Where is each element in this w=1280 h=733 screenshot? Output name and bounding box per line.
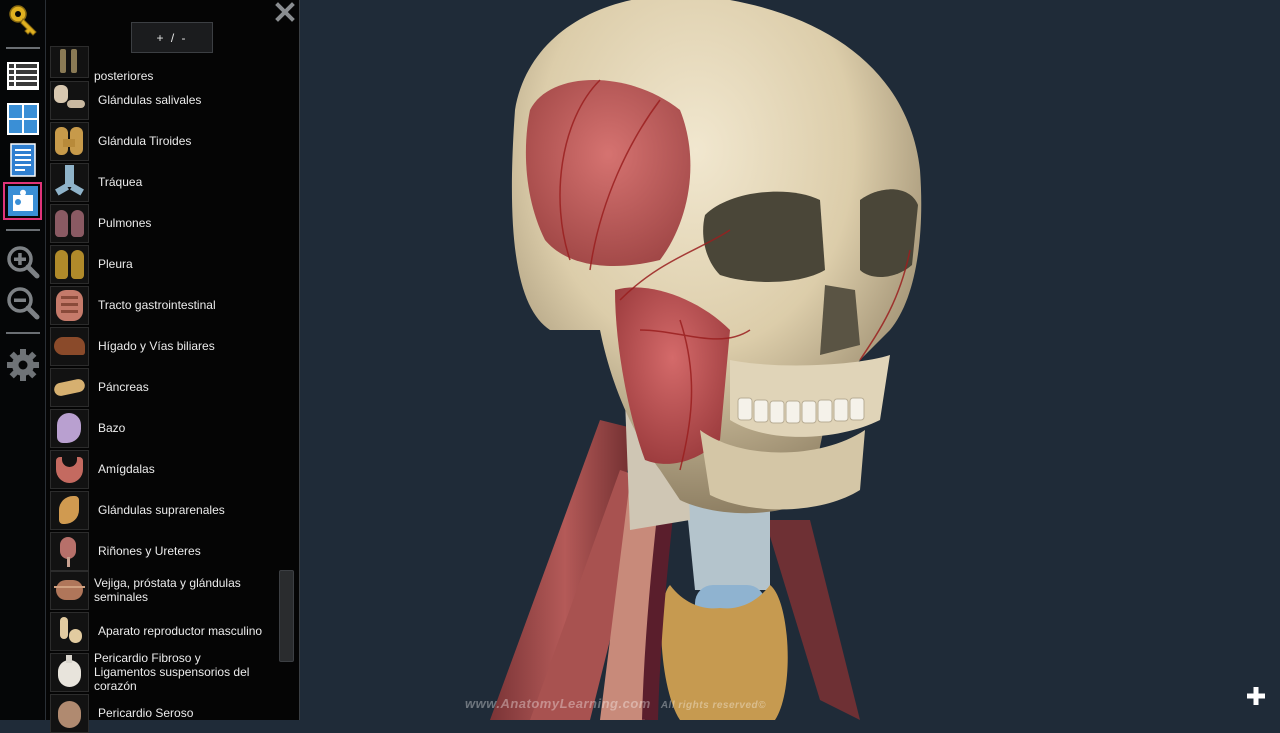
lungs-icon	[50, 204, 89, 243]
plus-icon	[1246, 686, 1266, 706]
serous-pericardium-icon	[50, 694, 89, 733]
grid-icon	[6, 102, 40, 136]
left-toolbar	[0, 0, 46, 720]
list-item[interactable]	[50, 244, 290, 284]
list-item-label: Aparato reproductor masculino	[98, 624, 263, 638]
intestine-icon	[50, 286, 89, 325]
list-item[interactable]	[50, 121, 290, 161]
skull-3d-model[interactable]	[300, 0, 1280, 720]
list-icon	[6, 59, 40, 93]
list-item-label: Tracto gastrointestinal	[98, 298, 216, 312]
zoom-out-button[interactable]	[5, 285, 41, 321]
puzzle-icon	[7, 185, 39, 217]
salivary-glands-icon	[50, 81, 89, 120]
toolbar-separator	[6, 47, 40, 49]
list-item-label: Bazo	[98, 421, 126, 435]
expand-collapse-toggle[interactable]	[131, 22, 213, 53]
list-item-label: Páncreas	[98, 380, 149, 394]
pericardium-icon	[50, 653, 89, 692]
pancreas-icon	[50, 368, 89, 407]
panel-scrollbar[interactable]	[279, 570, 294, 662]
expand-collapse-label: + / -	[156, 30, 188, 45]
kidney-icon	[50, 532, 89, 571]
tonsils-icon	[50, 450, 89, 489]
gear-icon	[6, 348, 40, 382]
list-item[interactable]	[50, 652, 290, 692]
list-item-label: Hígado y Vías biliares	[98, 339, 215, 353]
list-item-label: Glándula Tiroides	[98, 134, 192, 148]
trachea-icon	[50, 163, 89, 202]
key-icon	[6, 2, 40, 36]
puzzle-mode-button[interactable]	[3, 182, 42, 220]
close-icon	[275, 2, 295, 22]
list-item-label: posteriores	[94, 69, 154, 83]
document-view-button[interactable]	[5, 142, 41, 178]
list-item-label: Pulmones	[98, 216, 152, 230]
license-key-button[interactable]	[5, 1, 41, 37]
zoom-in-button[interactable]	[5, 244, 41, 280]
list-item[interactable]	[50, 490, 290, 530]
thyroid-icon	[50, 122, 89, 161]
settings-button[interactable]	[5, 347, 41, 383]
watermark-rights: All rights reserved©	[660, 700, 767, 711]
liver-icon	[50, 327, 89, 366]
lumbar-vertebrae-icon	[50, 46, 89, 78]
structures-list	[46, 0, 299, 720]
anatomy-3d-viewport[interactable]	[300, 0, 1280, 720]
list-item-label: Glándulas salivales	[98, 93, 202, 107]
spleen-icon	[50, 409, 89, 448]
list-item[interactable]	[50, 367, 290, 407]
list-item[interactable]	[50, 611, 290, 651]
toolbar-separator	[6, 332, 40, 334]
list-item[interactable]	[50, 693, 290, 733]
list-item-label: Glándulas suprarenales	[98, 503, 225, 517]
list-view-button[interactable]	[5, 58, 41, 94]
list-item-label: Tráquea	[98, 175, 143, 189]
list-item[interactable]	[50, 408, 290, 448]
list-item-label: Pericardio Fibroso y Ligamentos suspensorios del corazón	[94, 651, 250, 693]
watermark	[465, 696, 766, 711]
add-button[interactable]	[1245, 685, 1267, 707]
list-item[interactable]	[50, 531, 290, 571]
pleura-icon	[50, 245, 89, 284]
list-item-label: Vejiga, próstata y glándulas seminales	[94, 576, 241, 604]
structures-panel	[46, 0, 300, 720]
adrenal-icon	[50, 491, 89, 530]
list-item-label: Pericardio Seroso	[98, 706, 194, 720]
close-panel-button[interactable]	[275, 2, 295, 22]
zoom-in-icon	[6, 245, 40, 279]
list-item[interactable]	[50, 285, 290, 325]
list-item[interactable]	[50, 449, 290, 489]
list-item-label: Amígdalas	[98, 462, 155, 476]
list-item[interactable]	[50, 570, 290, 610]
grid-view-button[interactable]	[5, 101, 41, 137]
list-item[interactable]	[50, 162, 290, 202]
zoom-out-icon	[6, 286, 40, 320]
list-item-label: Riñones y Ureteres	[98, 544, 201, 558]
list-item[interactable]	[50, 203, 290, 243]
bladder-icon	[50, 571, 89, 610]
watermark-url: www.AnatomyLearning.com	[465, 696, 651, 711]
list-item[interactable]	[50, 326, 290, 366]
list-item-label: Pleura	[98, 257, 133, 271]
document-icon	[8, 143, 38, 177]
male-reproductive-icon	[50, 612, 89, 651]
list-item[interactable]	[50, 80, 290, 120]
toolbar-separator	[6, 229, 40, 231]
